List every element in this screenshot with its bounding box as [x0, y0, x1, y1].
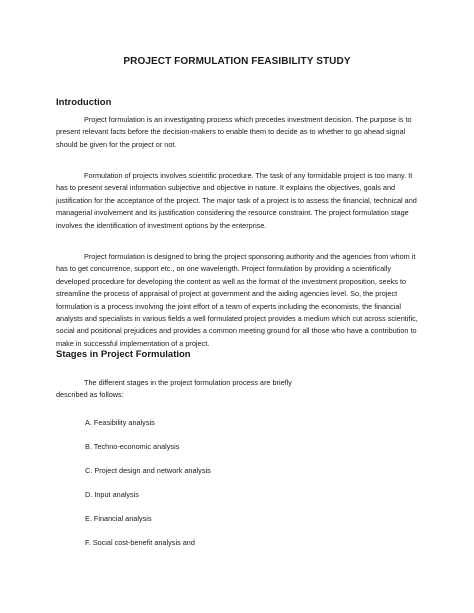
stage-item: B. Techno-economic analysis — [85, 442, 180, 451]
document-title: PROJECT FORMULATION FEASIBILITY STUDY — [123, 56, 351, 67]
intro-paragraph-3-text: Project formulation is designed to bring the project sponsoring authority and the agencies from whom it has to get concurrence, support etc., on one wavelength. Project formulation by providing a scientifically developed procedure for developing the content as well as the format of the investment proposition, seeks to streamline the process of appraisal of project at government and the aiding agencies level. So, the project formulation is a process involving the joint effort of a team of experts including the economists, the financial analysts and specialists in various fields a well formulated project provides a medium which cut across scientific, social and positional prejudices and provides a common meeting ground for all those who have a contribution to make in successful implementation of a project. — [56, 252, 418, 348]
intro-paragraph-2-text: Formulation of projects involves scientific procedure. The task of any formidable project is too many. It has to present several information subjective and objective in nature. It explains the objectives, goals and justification for the acceptance of the project. The major task of a project is to assess the financial, technical and managerial involvement and its justification considering the resource constraint. The project formulation stage involves the identification of investment options by the enterprise. — [56, 171, 417, 230]
stage-item: E. Financial analysis — [85, 514, 152, 523]
stages-intro-text: The different stages in the project formulation process are briefly described as follows: — [56, 378, 292, 400]
intro-paragraph-1-text: Project formulation is an investigating process which precedes investment decision. The purpose is to present relevant facts before the decision-makers to enable them to decide as to whether to go ahead signal should be given for the project or not. — [56, 115, 412, 149]
intro-paragraph-3 — [56, 251, 422, 350]
stage-item: A. Feasibility analysis — [85, 418, 155, 427]
stages-intro-paragraph — [56, 377, 316, 402]
stages-heading: Stages in Project Formulation — [56, 349, 191, 360]
introduction-heading: Introduction — [56, 97, 112, 108]
intro-paragraph-2 — [56, 170, 422, 232]
stage-item: F. Social cost-benefit analysis and — [85, 538, 195, 547]
intro-paragraph-1 — [56, 114, 422, 151]
stage-item: D. Input analysis — [85, 490, 139, 499]
stage-item: C. Project design and network analysis — [85, 466, 211, 475]
